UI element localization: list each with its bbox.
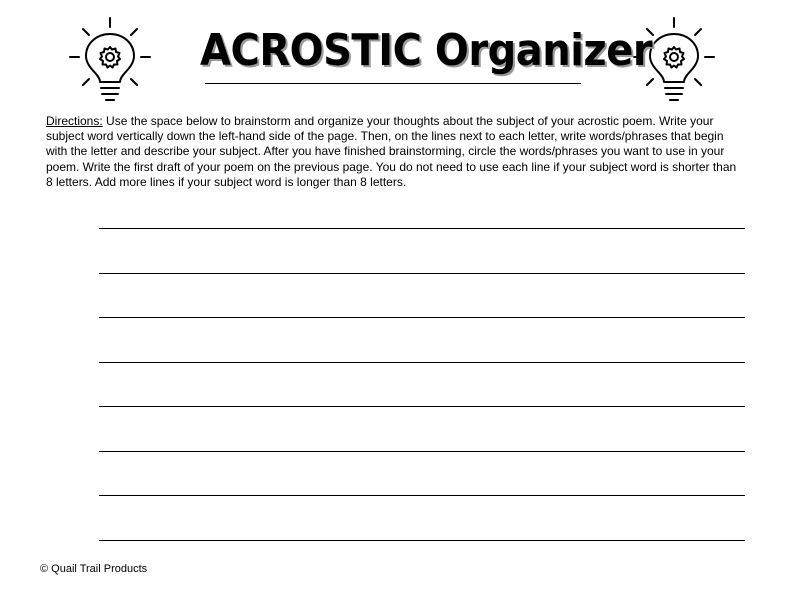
lightbulb-gear-icon	[68, 16, 152, 108]
directions-text: Use the space below to brainstorm and organize your thoughts about the subject of your acrostic poem. Write your subject word vertically down the left-hand side of the page. Then, on the lines next to each letter, write words/phrases that begin with the letter and describe your subject. After you have finished brainstorming, circle the words/phrases you want to use in your poem. Write the first draft of your poem on the previous page. You do not need to use each line if your subject word is shorter than 8 letters. Add more lines if your subject word is longer than 8 letters.	[46, 114, 737, 189]
writing-line-8[interactable]	[99, 540, 745, 541]
title-container	[200, 26, 653, 76]
copyright-notice: © Quail Trail Products	[40, 563, 148, 575]
writing-line-6[interactable]	[99, 451, 745, 452]
page-title: ACROSTIC Organizer	[200, 26, 653, 76]
writing-line-7[interactable]	[99, 495, 745, 496]
title-underline	[205, 83, 581, 84]
directions-paragraph	[46, 114, 746, 190]
writing-line-4[interactable]	[99, 362, 745, 363]
writing-line-3[interactable]	[99, 317, 745, 318]
writing-line-2[interactable]	[99, 273, 745, 274]
directions-label: Directions:	[46, 114, 103, 128]
writing-lines	[99, 228, 745, 584]
writing-line-5[interactable]	[99, 406, 745, 407]
writing-line-1[interactable]	[99, 228, 745, 229]
